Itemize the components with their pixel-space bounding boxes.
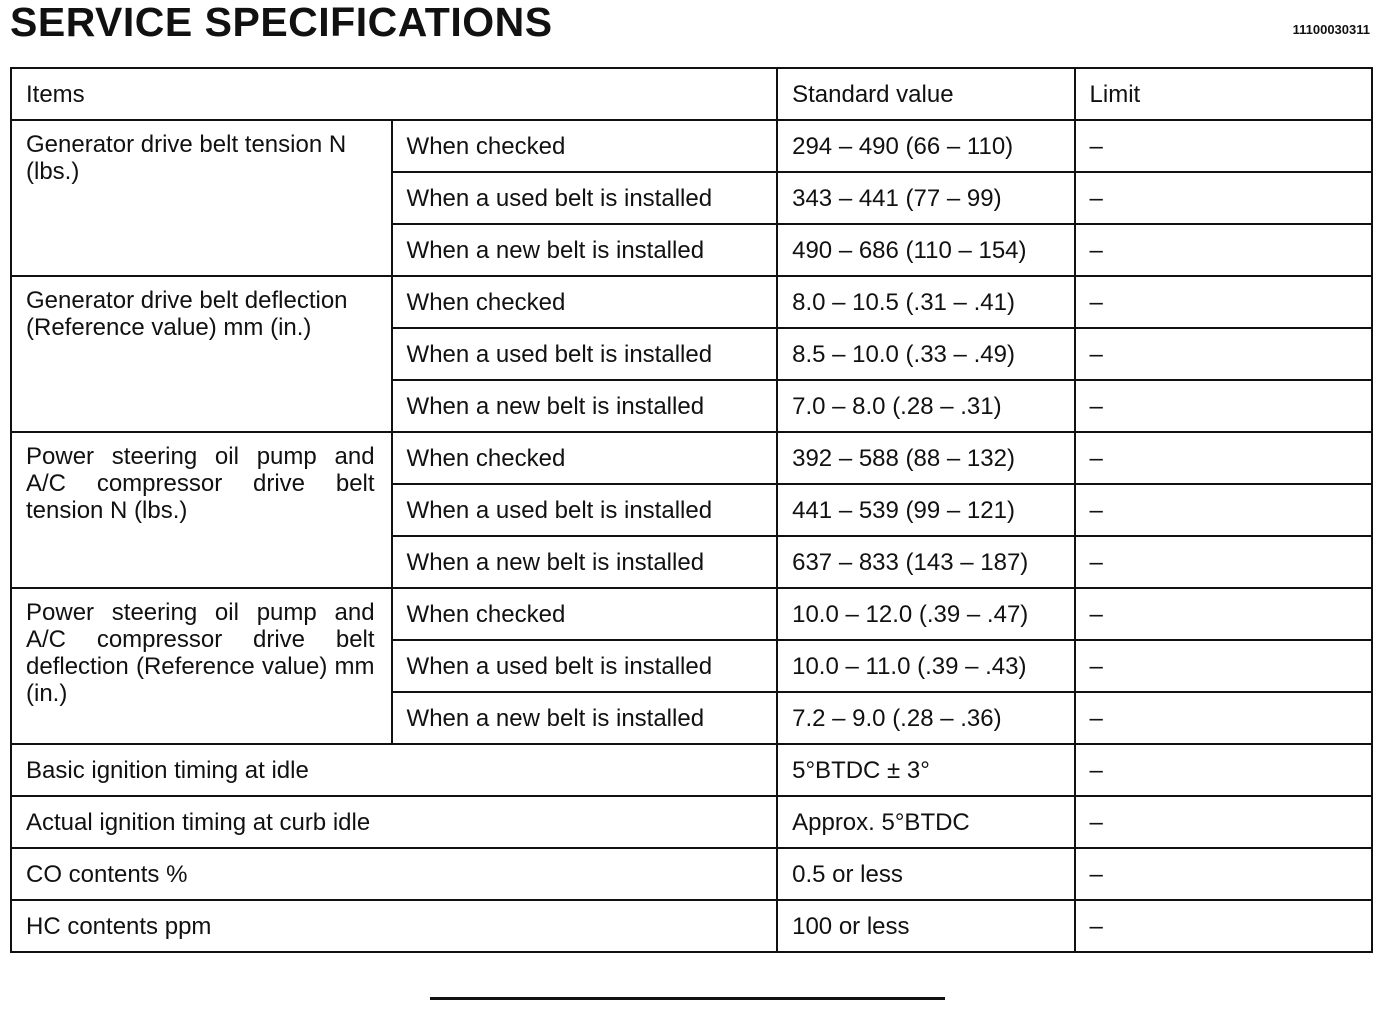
item-cell: Power steering oil pump and A/C compressor drive belt deflection (Reference value) mm (in.) <box>11 588 392 744</box>
standard-value-cell: 490 – 686 (110 – 154) <box>777 224 1074 276</box>
standard-value-cell: 343 – 441 (77 – 99) <box>777 172 1074 224</box>
standard-value-cell: 7.0 – 8.0 (.28 – .31) <box>777 380 1074 432</box>
limit-cell: – <box>1075 432 1372 484</box>
condition-cell: When a new belt is installed <box>392 380 778 432</box>
condition-cell: When a used belt is installed <box>392 328 778 380</box>
item-cell: Generator drive belt tension N (lbs.) <box>11 120 392 276</box>
table-row <box>11 900 1372 952</box>
limit-cell: – <box>1075 848 1372 900</box>
standard-value-cell: 5°BTDC ± 3° <box>777 744 1074 796</box>
bottom-divider <box>430 997 945 1000</box>
standard-value-cell: 7.2 – 9.0 (.28 – .36) <box>777 692 1074 744</box>
item-cell: Power steering oil pump and A/C compressor drive belt tension N (lbs.) <box>11 432 392 588</box>
header-standard-value: Standard value <box>777 68 1074 120</box>
condition-cell: When checked <box>392 588 778 640</box>
limit-cell: – <box>1075 120 1372 172</box>
page-title: SERVICE SPECIFICATIONS <box>10 0 553 45</box>
condition-cell: When a used belt is installed <box>392 640 778 692</box>
table-row <box>11 276 1372 328</box>
limit-cell: – <box>1075 172 1372 224</box>
standard-value-cell: 392 – 588 (88 – 132) <box>777 432 1074 484</box>
condition-cell: When a new belt is installed <box>392 224 778 276</box>
condition-cell: When checked <box>392 120 778 172</box>
item-cell: Generator drive belt deflection (Reference value) mm (in.) <box>11 276 392 432</box>
table-row <box>11 848 1372 900</box>
limit-cell: – <box>1075 276 1372 328</box>
item-cell: CO contents % <box>11 848 777 900</box>
condition-cell: When a new belt is installed <box>392 692 778 744</box>
standard-value-cell: 100 or less <box>777 900 1074 952</box>
document-id: 11100030311 <box>1292 22 1370 37</box>
item-cell: HC contents ppm <box>11 900 777 952</box>
condition-cell: When a used belt is installed <box>392 172 778 224</box>
limit-cell: – <box>1075 224 1372 276</box>
limit-cell: – <box>1075 484 1372 536</box>
standard-value-cell: 0.5 or less <box>777 848 1074 900</box>
table-row <box>11 796 1372 848</box>
standard-value-cell: 637 – 833 (143 – 187) <box>777 536 1074 588</box>
condition-cell: When a new belt is installed <box>392 536 778 588</box>
condition-cell: When checked <box>392 432 778 484</box>
standard-value-cell: 8.0 – 10.5 (.31 – .41) <box>777 276 1074 328</box>
item-cell: Actual ignition timing at curb idle <box>11 796 777 848</box>
table-header-row <box>11 68 1372 120</box>
table-row <box>11 744 1372 796</box>
item-cell: Basic ignition timing at idle <box>11 744 777 796</box>
condition-cell: When a used belt is installed <box>392 484 778 536</box>
limit-cell: – <box>1075 692 1372 744</box>
limit-cell: – <box>1075 796 1372 848</box>
table-row <box>11 432 1372 484</box>
limit-cell: – <box>1075 744 1372 796</box>
limit-cell: – <box>1075 328 1372 380</box>
limit-cell: – <box>1075 536 1372 588</box>
service-specifications-table <box>10 67 1373 953</box>
header-items: Items <box>11 68 777 120</box>
condition-cell: When checked <box>392 276 778 328</box>
limit-cell: – <box>1075 640 1372 692</box>
table-row <box>11 120 1372 172</box>
standard-value-cell: 294 – 490 (66 – 110) <box>777 120 1074 172</box>
table-row <box>11 588 1372 640</box>
standard-value-cell: Approx. 5°BTDC <box>777 796 1074 848</box>
standard-value-cell: 441 – 539 (99 – 121) <box>777 484 1074 536</box>
limit-cell: – <box>1075 588 1372 640</box>
limit-cell: – <box>1075 900 1372 952</box>
standard-value-cell: 10.0 – 11.0 (.39 – .43) <box>777 640 1074 692</box>
standard-value-cell: 8.5 – 10.0 (.33 – .49) <box>777 328 1074 380</box>
limit-cell: – <box>1075 380 1372 432</box>
standard-value-cell: 10.0 – 12.0 (.39 – .47) <box>777 588 1074 640</box>
header-limit: Limit <box>1075 68 1372 120</box>
